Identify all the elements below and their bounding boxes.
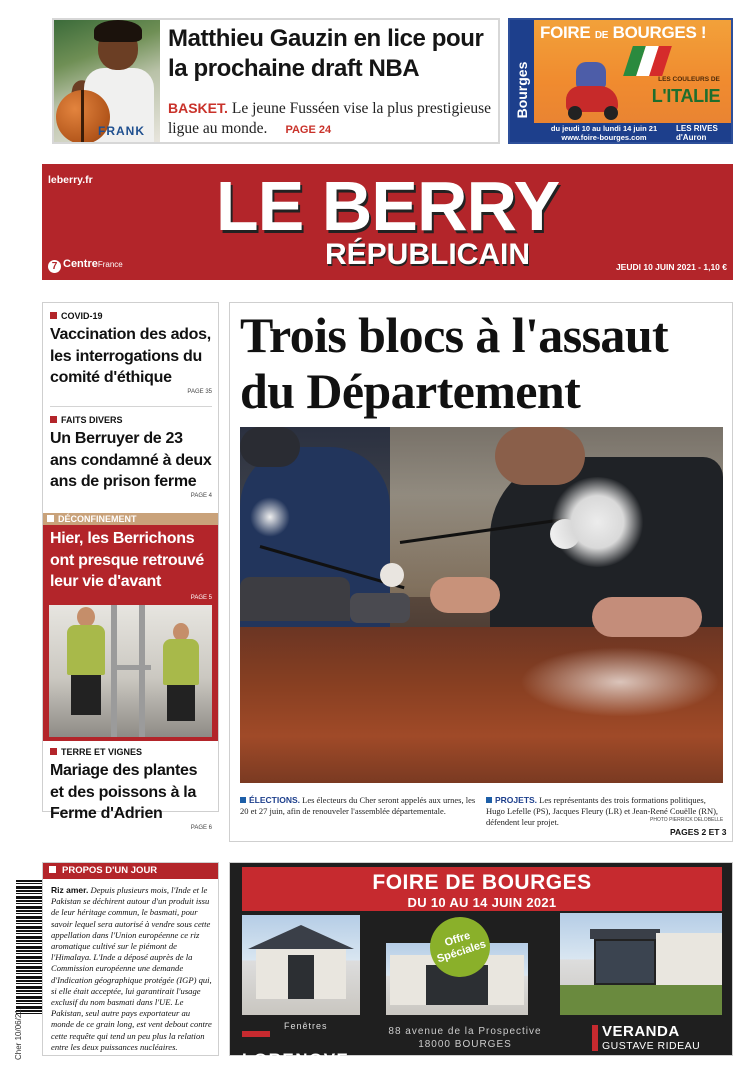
propos-body: Riz amer. Depuis plusieurs mois, l'Inde et le Pakistan se déchirent autour d'un produit issu de leur héritage commun, le basmati, pour savoir lequel sera autorisé à vendre sous cette appellation dans l'Union européenne ce riz aromatique cultivé sur le piémont de l'Himalaya. L'Inde a déposé auprès de la Commission européenne une demande d'Indication géographique protégée (IGP) qui, si elle était acceptée, lui garantirait l'usage exclusif du nom basmati dans l'UE. Le Pakistan, seul autre pays exportateur au monde de ce grain long, est vent debout contre cette requête qui tend un peu plus la relation entre les deux puissances nucléaires. [51,885,212,1052]
news-item-terre-vignes[interactable] [50,747,212,831]
centre-france-icon: 7 [48,260,61,273]
news-item-faits-divers[interactable] [50,415,212,499]
item-headline[interactable]: Mariage des plantes et des poissons à la Ferme d'Adrien [50,762,198,822]
left-news-column [42,302,219,831]
ad-venue: LES RIVES d'Auron [676,124,718,142]
ad-title: FOIRE DE BOURGES ! [540,23,707,42]
barcode-text: Cher 10/06/21 [14,1009,23,1060]
propos-header: PROPOS D'UN JOUR [43,863,218,879]
ad-dates: DU 10 AU 14 JUIN 2021 [407,895,557,910]
foire-bourges-ad[interactable] [508,18,733,144]
ad-country: L'ITALIE [651,86,721,106]
italian-flag-icon [623,46,673,76]
propos-d-un-jour[interactable] [42,862,219,1056]
special-offer-badge: Offre Spéciales [422,909,498,985]
teaser-headline[interactable]: Matthieu Gauzin en lice pour la prochaine draft NBA [168,25,484,82]
item-kicker: TERRE ET VIGNES [50,747,212,757]
centre-france-logo: 7 CentreFrance [48,258,123,273]
teaser-body [168,98,498,140]
caption-elections: ÉLECTIONS. Les électeurs du Cher seront appelés aux urnes, les 20 et 27 juin, afin de renouveler l'assemblée départementale. [240,795,476,816]
item-page: PAGE 4 [190,492,212,499]
news-item-covid[interactable] [50,311,212,395]
news-item-deconfinement[interactable] [43,513,218,741]
item-page: PAGE 35 [187,388,212,395]
issue-date-price: JEUDI 10 JUIN 2021 - 1,10 € [615,262,727,272]
newspaper-subtitle: RÉPUBLICAIN [324,238,530,271]
ad-dates: du jeudi 10 au lundi 14 juin 21 www.foire-bourges.com [550,124,658,142]
riders-illustration [576,62,606,88]
item-kicker: FAITS DIVERS [50,415,212,425]
item-headline[interactable]: Vaccination des ados, les interrogations du comité d'éthique [50,326,211,386]
caption-projets: PROJETS. Les représentants des trois formations politiques, Hugo Lefelle (PS), Jacques Fleury (LR) et Jean-René Couëlle (RN), défendent leur projet. [486,795,719,827]
teaser-page: PAGE 24 [285,124,332,136]
gym-photo [49,605,212,737]
main-story [229,302,733,842]
ad-side-label: Bourges [514,61,530,119]
site-url[interactable]: leberry.fr [48,174,93,186]
newspaper-title: LE BERRY [215,167,560,245]
item-page: PAGE 5 [190,594,212,601]
photo-credit: PHOTO PIERRICK DELOBELLE [650,817,724,823]
shirt-text: FRANK [98,124,145,138]
council-meeting-photo [240,427,723,783]
foire-bourges-bottom-ad[interactable] [229,862,733,1069]
barcode [16,880,42,1015]
basketball-player-photo [54,20,160,142]
veranda-logo: VERANDA GUSTAVE RIDEAU [602,1023,726,1052]
divider [50,406,212,407]
teaser-text: Le jeune Fusséen vise la plus prestigieuse ligue au monde. [168,100,492,137]
veranda-photo [560,913,722,1015]
house-photo [242,915,360,1015]
item-kicker: COVID-19 [50,311,212,321]
item-headline[interactable]: Un Berruyer de 23 ans condamné à deux ans de prison ferme [50,430,212,490]
ad-address: 88 avenue de la Prospective 18000 BOURGES [388,1026,542,1050]
lorenove-logo: Fenêtres LORENOVE [242,1021,350,1069]
item-kicker: DÉCONFINEMENT [43,513,218,525]
item-headline[interactable]: Hier, les Berrichons ont presque retrouvé leur vie d'avant [50,530,205,590]
main-story-pages: PAGES 2 ET 3 [670,827,727,837]
main-headline[interactable]: Trois blocs à l'assaut du Département [240,307,669,419]
top-teaser[interactable] [52,18,500,144]
teaser-kicker: BASKET. [168,100,228,116]
ad-title: FOIRE DE BOURGES [372,871,592,894]
ad-subtitle: LES COULEURS DE [658,76,720,83]
item-page: PAGE 6 [190,824,212,831]
masthead [42,164,733,280]
